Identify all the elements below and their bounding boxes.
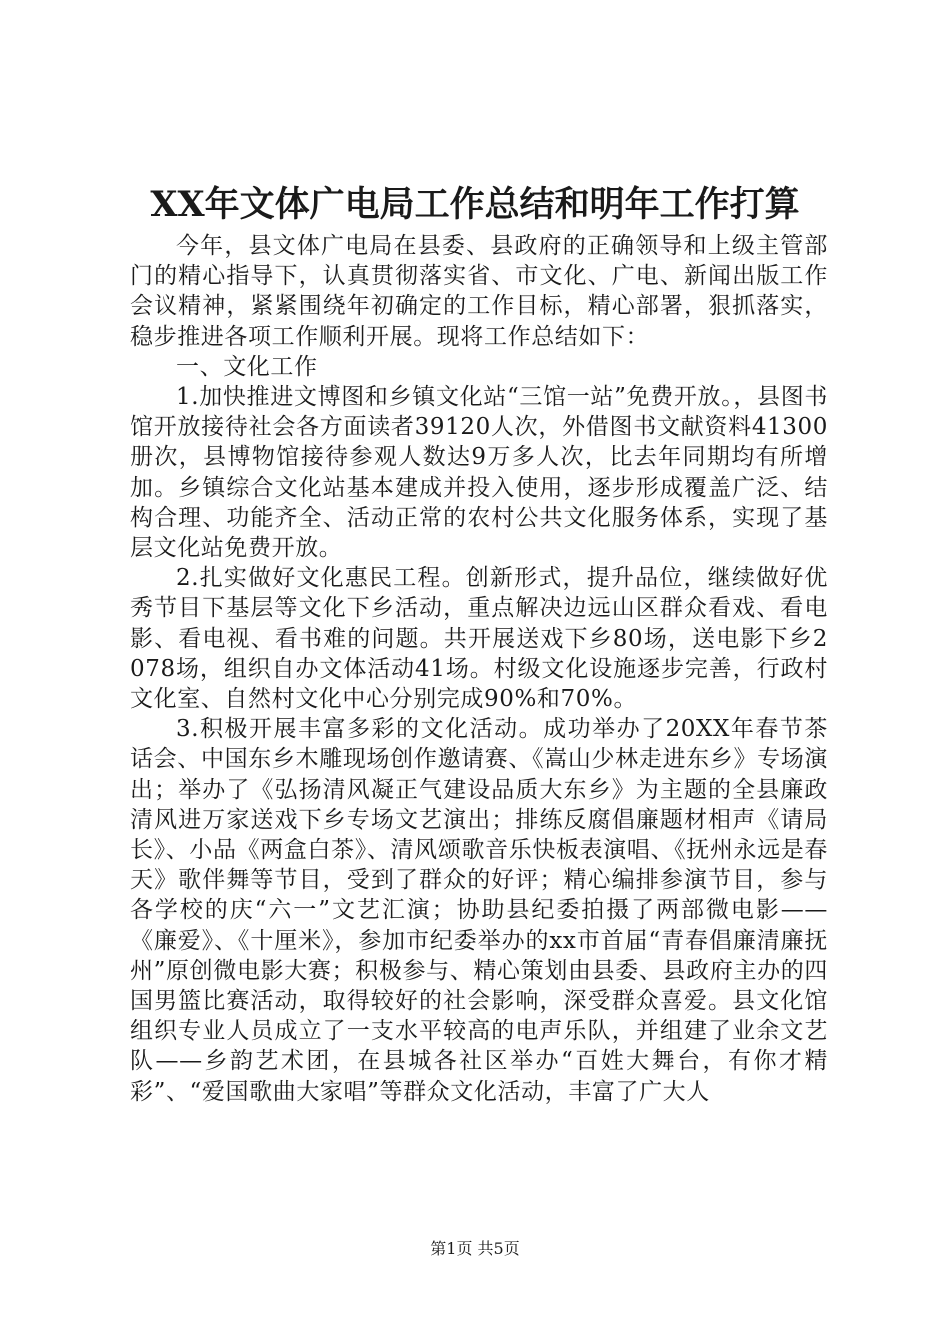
- section-heading-culture: 一、文化工作: [176, 353, 318, 380]
- paragraph-item-1: 1.加快推进文博图和乡镇文化站“三馆一站”免费开放。，县图书馆开放接待社会各方面读者39120人次，外借图书文献资料41300册次，县博物馆接待参观人数达9万多人次，比去年同期均有所增加。乡镇综合文化站基本建成并投入使用，逐步形成覆盖广泛、结构合理、功能齐全、活动正常的农村公共文化服务体系，实现了基层文化站免费开放。: [130, 384, 828, 562]
- document-body: [130, 231, 828, 1107]
- intro-paragraph: 今年，县文体广电局在县委、县政府的正确领导和上级主管部门的精心指导下，认真贯彻落实省、市文化、广电、新闻出版工作会议精神，紧紧围绕年初确定的工作目标，精心部署，狠抓落实，稳步推进各项工作顺利开展。现将工作总结如下：: [130, 233, 828, 350]
- document-title: XX年文体广电局工作总结和明年工作打算: [150, 184, 800, 225]
- paragraph-item-3: 3.积极开展丰富多彩的文化活动。成功举办了20XX年春节茶话会、中国东乡木雕现场创作邀请赛、《嵩山少林走进东乡》专场演出；举办了《弘扬清风凝正气建设品质大东乡》为主题的全县廉政清风进万家送戏下乡专场文艺演出；排练反腐倡廉题材相声《请局长》、小品《两盒白茶》、清风颂歌音乐快板表演唱、《抚州永远是春天》歌伴舞等节目，受到了群众的好评；精心编排参演节目，参与各学校的庆“六一”文艺汇演；协助县纪委拍摄了两部微电影——《廉爱》、《十厘米》，参加市纪委举办的xx市首届“青春倡廉清廉抚州”原创微电影大赛；积极参与、精心策划由县委、县政府主办的四国男篮比赛活动，取得较好的社会影响，深受群众喜爱。县文化馆组织专业人员成立了一支水平较高的电声乐队，并组建了业余文艺队——乡韵艺术团，在县城各社区举办“百姓大舞台，有你才精彩”、“爱国歌曲大家唱”等群众文化活动，丰富了广大人: [130, 716, 828, 1105]
- page-number-footer: 第1页 共5页: [430, 1239, 520, 1258]
- paragraph-item-2: 2.扎实做好文化惠民工程。创新形式，提升品位，继续做好优秀节目下基层等文化下乡活动，重点解决边远山区群众看戏、看电影、看电视、看书难的问题。共开展送戏下乡80场，送电影下乡2078场，组织自办文体活动41场。村级文化设施逐步完善，行政村文化室、自然村文化中心分别完成90%和70%。: [130, 565, 828, 713]
